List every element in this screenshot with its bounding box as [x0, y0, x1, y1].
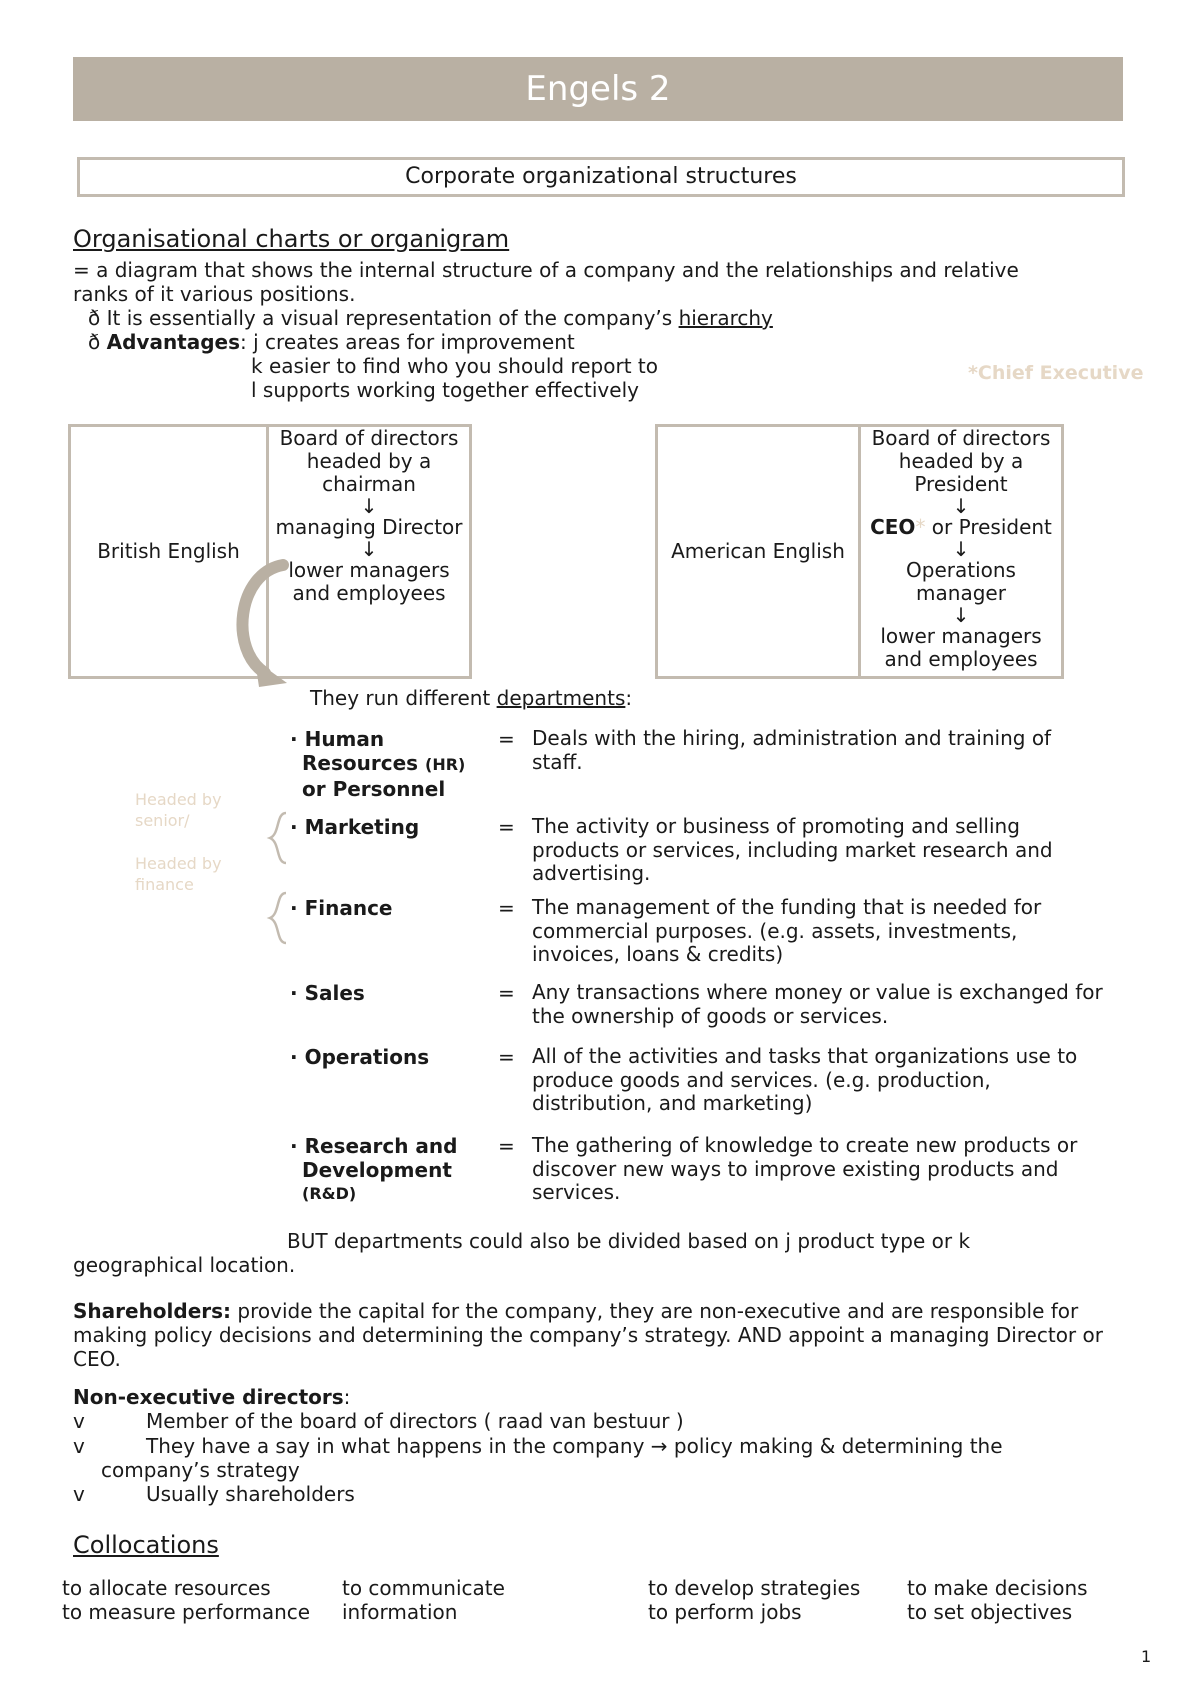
- desc-line: commercial purposes. (e.g. assets, investments,: [532, 918, 1018, 943]
- departments-term: departments: [496, 686, 626, 710]
- desc-line: discover new ways to improve existing products and: [532, 1156, 1059, 1181]
- brace-icon: [264, 810, 290, 866]
- nonexec-item-2-cont: company’s strategy: [101, 1458, 300, 1482]
- shareholders-text: provide the capital for the company, they are non-executive and are responsible for: [231, 1299, 1079, 1323]
- american-line-6: manager: [916, 581, 1006, 605]
- nonexec-item-1: Member of the board of directors ( raad van bestuur ): [146, 1409, 684, 1433]
- desc-line: Deals with the hiring, administration and training of: [532, 726, 1052, 750]
- dept-marketing-description: [532, 815, 1053, 886]
- hierarchy-bullet: [88, 306, 773, 330]
- equals-sign: =: [498, 981, 515, 1005]
- collocation-item: information: [342, 1600, 458, 1624]
- american-line-5: Operations: [906, 558, 1016, 582]
- shareholders-line-2: making policy decisions and determining the company’s strategy. AND appoint a managing Director or: [73, 1323, 1103, 1347]
- down-arrow-icon: ↓: [952, 603, 970, 627]
- advantages-bullet: [88, 330, 575, 354]
- american-line-8: and employees: [884, 647, 1038, 671]
- orgcharts-heading: Organisational charts or organigram: [73, 225, 510, 253]
- nonexec-item-2: They have a say in what happens in the company → policy making & determining the: [146, 1434, 1003, 1458]
- but-line-1: BUT departments could also be divided based on j product type or k: [287, 1229, 971, 1253]
- british-hierarchy: [268, 426, 471, 678]
- british-line-1: Board of directors: [279, 426, 459, 450]
- section-title: Corporate organizational structures: [77, 157, 1125, 197]
- nonexec-label: Non-executive directors: [73, 1385, 344, 1409]
- nonexec-check-icon: v: [73, 1409, 85, 1433]
- desc-line: All of the activities and tasks that organizations use to: [532, 1044, 1078, 1068]
- ceo-footnote: *Chief Executive: [968, 362, 1144, 384]
- desc-line: invoices, loans & credits): [532, 942, 784, 966]
- collocation-item: to perform jobs: [648, 1600, 802, 1624]
- dept-name-line: Development: [302, 1158, 452, 1182]
- ceo-star: *: [915, 515, 926, 539]
- bullet-dot: ·: [290, 815, 298, 839]
- definition-line-1: = a diagram that shows the internal structure of a company and the relationships and relative: [73, 258, 1019, 282]
- note-line: Headed by: [135, 790, 222, 809]
- curved-arrow-head: [255, 660, 287, 687]
- desc-line: The gathering of knowledge to create new products or: [532, 1133, 1078, 1157]
- collocation-col-2: [342, 1576, 505, 1624]
- dept-abbrev: (HR): [425, 755, 466, 774]
- american-hierarchy: [860, 426, 1063, 678]
- collocation-item: to make decisions: [907, 1576, 1088, 1600]
- down-arrow-icon: ↓: [360, 494, 378, 518]
- dept-name-line: Resources: [302, 751, 419, 775]
- but-line-2: geographical location.: [73, 1253, 296, 1277]
- collocation-item: to allocate resources: [62, 1576, 271, 1600]
- equals-sign: =: [498, 1045, 515, 1069]
- dept-operations-name: [290, 1045, 429, 1069]
- collocations-heading: Collocations: [73, 1531, 219, 1559]
- dept-name-line: Human: [304, 727, 385, 751]
- british-line-3: chairman: [322, 472, 416, 496]
- british-line-6: and employees: [292, 581, 446, 605]
- american-line-1: Board of directors: [871, 426, 1051, 450]
- desc-line: produce goods and services. (e.g. production,: [532, 1067, 991, 1092]
- desc-line: advertising.: [532, 861, 651, 885]
- advantage-3: l supports working together effectively: [251, 378, 639, 402]
- dept-name-line: Operations: [304, 1045, 430, 1069]
- desc-line: Any transactions where money or value is exchanged for: [532, 980, 1103, 1004]
- british-line-2: headed by a: [306, 449, 432, 473]
- desc-line: The management of the funding that is needed for: [532, 895, 1042, 919]
- british-line-4: managing Director: [275, 515, 463, 539]
- note-line: finance: [135, 875, 194, 894]
- dept-name-line: Marketing: [304, 815, 420, 839]
- arrow-bullet-icon: ð: [88, 306, 101, 330]
- departments-intro-text: They run different: [310, 686, 491, 710]
- dept-finance-description: [532, 896, 1041, 967]
- dept-operations-description: [532, 1045, 1077, 1116]
- collocation-col-4: [907, 1576, 1088, 1624]
- dept-name-line: or Personnel: [302, 777, 446, 801]
- shareholders-line-1: [73, 1299, 1078, 1323]
- page-number: 1: [1141, 1647, 1152, 1666]
- dept-abbrev: (R&D): [302, 1184, 357, 1203]
- dept-marketing-name: [290, 815, 419, 839]
- bullet-dot: ·: [290, 1045, 298, 1069]
- equals-sign: =: [498, 896, 515, 920]
- bullet-dot: ·: [290, 727, 298, 751]
- down-arrow-icon: ↓: [952, 537, 970, 561]
- nonexec-item-3: Usually shareholders: [146, 1482, 355, 1506]
- nonexec-check-icon: v: [73, 1482, 85, 1506]
- dept-sales-description: [532, 981, 1103, 1028]
- bullet-dot: ·: [290, 981, 298, 1005]
- document-title: Engels 2: [73, 57, 1123, 121]
- bullet-dot: ·: [290, 1134, 298, 1158]
- american-line-2: headed by a: [898, 449, 1024, 473]
- bullet-dot: ·: [290, 896, 298, 920]
- equals-sign: =: [498, 1134, 515, 1158]
- dept-sales-name: [290, 981, 365, 1005]
- dept-hr-description: [532, 727, 1051, 774]
- dept-hr-name: [290, 727, 465, 801]
- american-org-chart: [655, 424, 1064, 679]
- collocation-item: to set objectives: [907, 1600, 1073, 1624]
- departments-intro: [310, 686, 632, 710]
- collocation-item: to communicate: [342, 1576, 505, 1600]
- desc-line: services.: [532, 1180, 621, 1204]
- definition-line-2: ranks of it various positions.: [73, 282, 356, 306]
- curved-arrow-shaft: [242, 565, 283, 673]
- nonexec-colon: :: [343, 1385, 351, 1409]
- arrow-bullet-icon: ð: [88, 330, 101, 354]
- nonexec-check-icon: v: [73, 1434, 85, 1458]
- nonexec-heading: [73, 1385, 350, 1409]
- desc-line: The activity or business of promoting and selling: [532, 814, 1020, 838]
- desc-line: staff.: [532, 749, 583, 774]
- down-arrow-icon: ↓: [952, 494, 970, 518]
- dept-name-line: Finance: [304, 896, 393, 920]
- american-line-3: President: [914, 472, 1008, 496]
- note-line: senior/: [135, 811, 190, 830]
- desc-line: products or services, including market research and: [532, 837, 1053, 862]
- dept-finance-name: [290, 896, 393, 920]
- departments-colon: :: [625, 686, 633, 710]
- dept-rnd-description: [532, 1134, 1077, 1205]
- advantage-2: k easier to find who you should report to: [251, 354, 658, 378]
- advantage-1: : j creates areas for improvement: [240, 330, 575, 354]
- equals-sign: =: [498, 727, 515, 751]
- curved-arrow-icon: [225, 555, 295, 690]
- collocation-item: to measure performance: [62, 1600, 311, 1624]
- equals-sign: =: [498, 815, 515, 839]
- collocation-col-3: [648, 1576, 860, 1624]
- collocation-col-1: [62, 1576, 310, 1624]
- advantages-label: Advantages: [106, 330, 241, 354]
- desc-line: distribution, and marketing): [532, 1091, 813, 1115]
- american-label: American English: [657, 426, 860, 678]
- shareholders-label: Shareholders:: [73, 1299, 232, 1323]
- hierarchy-text: It is essentially a visual representation of the company’s: [106, 306, 673, 330]
- desc-line: the ownership of goods or services.: [532, 1003, 889, 1028]
- ceo-label: CEO: [870, 515, 916, 539]
- dept-name-line: Sales: [304, 981, 365, 1005]
- dept-name-line: Research and: [304, 1134, 458, 1158]
- note-headed-by-senior: [135, 789, 222, 831]
- brace-icon: [264, 890, 290, 946]
- down-arrow-icon: ↓: [360, 537, 378, 561]
- hierarchy-term: hierarchy: [678, 306, 773, 330]
- collocation-item: to develop strategies: [648, 1576, 861, 1600]
- note-headed-by-finance: [135, 853, 222, 895]
- shareholders-line-3: CEO.: [73, 1347, 121, 1371]
- american-line-7: lower managers: [880, 624, 1042, 648]
- british-line-5: lower managers: [288, 558, 450, 582]
- ceo-rest: or President: [925, 515, 1052, 539]
- dept-rnd-name: [290, 1134, 457, 1206]
- british-label: British English: [70, 426, 268, 678]
- american-ceo-line: [861, 516, 1061, 539]
- note-line: Headed by: [135, 854, 222, 873]
